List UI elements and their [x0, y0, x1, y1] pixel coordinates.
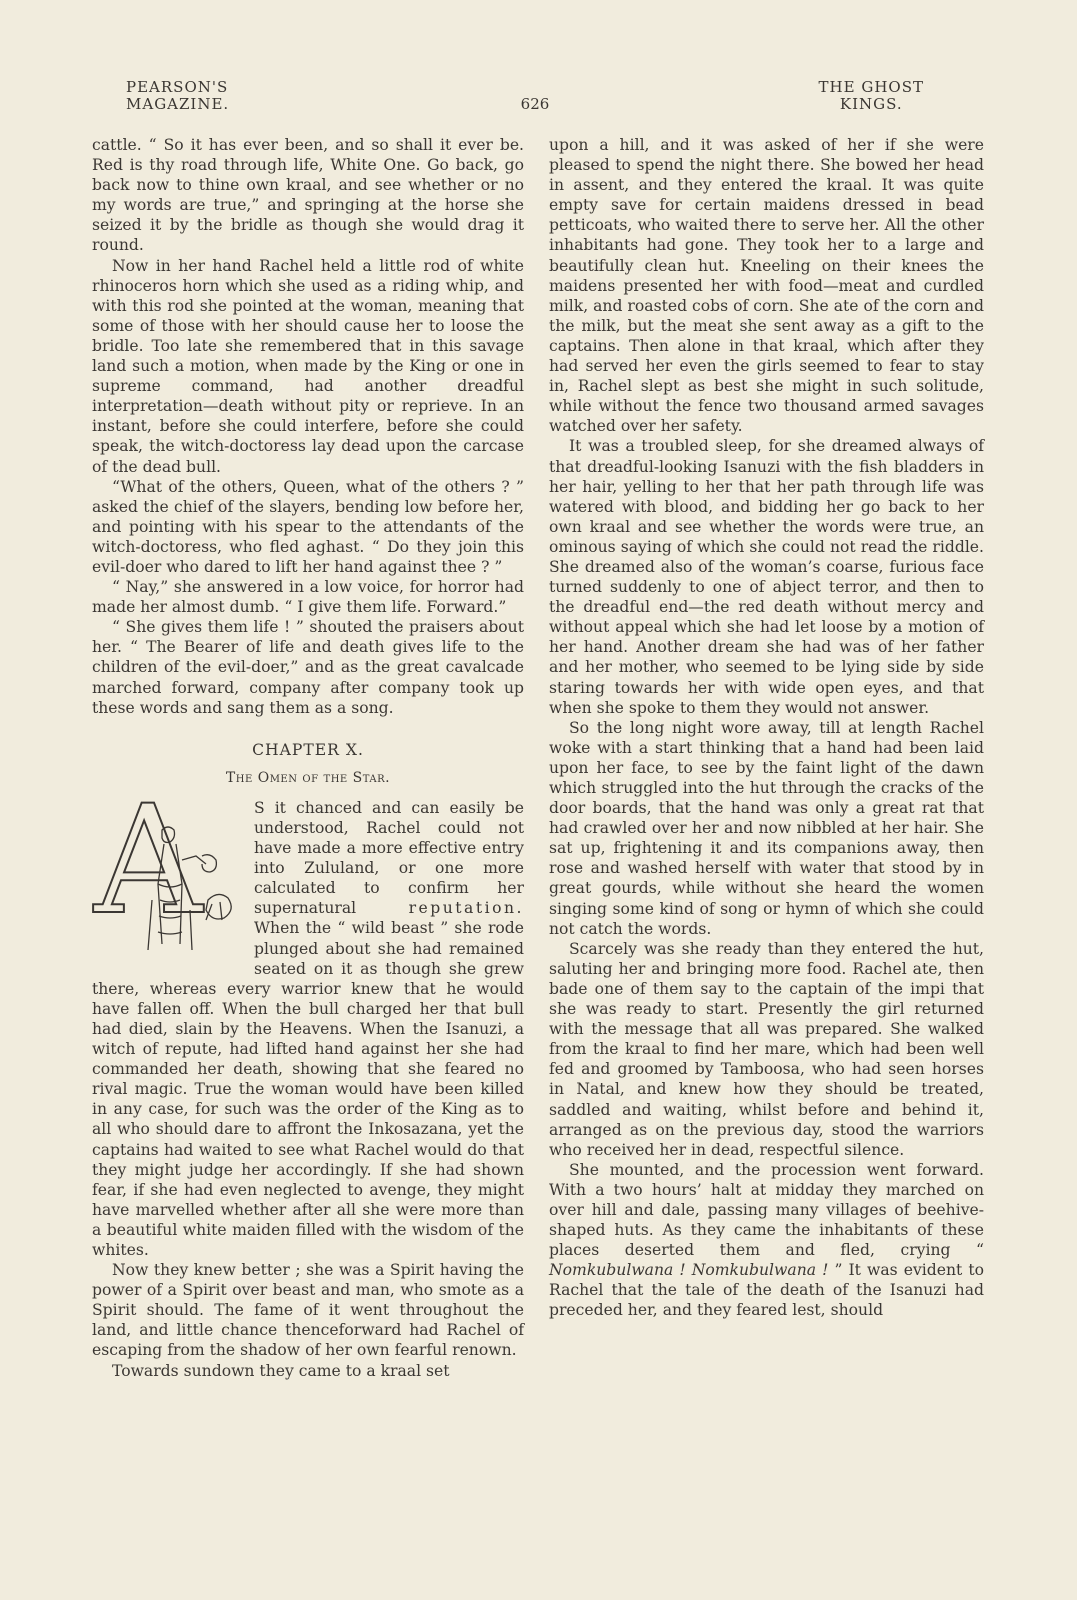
- page-number: 626: [520, 95, 550, 113]
- spaced-word: reputation.: [408, 899, 524, 918]
- paragraph-text-end: ” It was evident to Rachel that the tale of the death of the Isanuzi had preceded her, and they feared lest, should: [549, 1261, 984, 1320]
- story-title-line2: KINGS.: [839, 95, 903, 113]
- paragraph: Now in her hand Rachel held a little rod of white rhinoceros horn which she used as a riding whip, and with this rod she pointed at the woman, meaning that some of those with her should cause her to loose the bridle. Too late she remembered that in this savage land such a motion, when made by the King or one in supreme command, had another dreadful interpretation—death without pity or reprieve. In an instant, before she could interfere, before she could speak, the witch-doctoress lay dead upon the carcase of the dead bull.: [92, 256, 524, 476]
- first-paragraph-text: S it chanced and can easily be understood, Rachel could not have made a more effective entry into Zululand, or one more calculated to confirm her supernatural: [254, 798, 524, 918]
- story-title-line1: THE GHOST: [818, 78, 924, 96]
- paragraph: Now they knew better ; she was a Spirit having the power of a Spirit over beast and man, who smote as a Spirit should. The fame of it went throughout the land, and little chance thenceforward had Rachel of escaping from the shadow of her own fearful renown.: [92, 1261, 524, 1360]
- paragraph: Scarcely was she ready than they entered the hut, saluting her and bringing more food. Rachel ate, then bade one of them say to the captain of the impi that she was ready to start. Presently the girl returned with the message that all was prepared. She walked from the kraal to find her mare, which had been well fed and groomed by Tamboosa, who had seen horses in Natal, and knew how they should be treated, saddled and waiting, whilst before and behind it, arranged as on the previous day, stood the warriors who received her in dead, respectful silence.: [549, 939, 984, 1159]
- paragraph-text: She mounted, and the procession went forward. With a two hours’ halt at midday they marched on over hill and dale, passing many villages of beehive-shaped huts. As they came the inhabitants of these places deserted them and fled, crying “: [549, 1160, 984, 1260]
- magazine-name-line2: MAGAZINE.: [126, 95, 230, 113]
- paragraph: So the long night wore away, till at length Rachel woke with a start thinking that a hand had been laid upon her face, to see by the faint light of the dawn which struggled into the hut through the cracks of the door boards, that the hand was only a great rat that had crawled over her and now nibbled at her hair. She sat up, frightening it and its companions away, then rose and washed herself with water that stood by in great gourds, while without she heard the women singing some kind of song or hymn of which she could not catch the words.: [549, 718, 984, 938]
- chapter-subtitle: The Omen of the Star.: [225, 769, 391, 786]
- running-head-right: [819, 79, 924, 113]
- paragraph: Towards sundown they came to a kraal set: [112, 1361, 450, 1380]
- running-head-left: [126, 79, 229, 113]
- magazine-name-line1: PEARSON'S: [126, 78, 229, 96]
- left-column: [92, 135, 524, 1381]
- illustrated-dropcap: [92, 800, 242, 962]
- first-paragraph-text-rest: When the “ wild beast ” she rode plunged about she had remained seated on it as though she grew there, whereas every warrior knew that he would have fallen off. When the bull charged her that bull had died, slain by the Heavens. When the Isanuzi, a witch of repute, had lifted hand against her she had commanded her death, showing that she feared no rival magic. True the woman would have been killed in any case, for such was the order of the King as to all who should dare to affront the Inkosazana, yet the captains had waited to see what Rachel would do that they might judge her accordingly. If she had shown fear, if she had even neglected to avenge, they might have marvelled whether after all she were more than a beautiful white maiden filled with the wisdom of the whites.: [92, 919, 524, 1259]
- chapter-title: CHAPTER X.: [252, 740, 364, 759]
- paragraph: “ She gives them life ! ” shouted the praisers about her. “ The Bearer of life and death gives life to the children of the evil-doer,” and as the great cavalcade marched forward, company after company took up these words and sang them as a song.: [92, 618, 524, 717]
- dropcap-letter: A: [94, 799, 203, 948]
- dropcap-illustration: [92, 800, 242, 962]
- paragraph: [549, 1160, 984, 1321]
- right-column: [549, 135, 984, 1321]
- paragraph: It was a troubled sleep, for she dreamed always of that dreadful-looking Isanuzi with the fish bladders in her hair, yelling to her that her path through life was watered with blood, and bidding her go back to her own kraal and see whether the words were true, an ominous saying of which she could not read the riddle. She dreamed also of the woman’s coarse, furious face turned suddenly to one of abject terror, and then to the dreadful end—the red death without mercy and without appeal which she had let loose by a motion of her hand. Another dream she had was of her father and her mother, who seemed to be lying side by side staring towards her with wide open eyes, and that when she spoke to them they would not answer.: [549, 437, 984, 717]
- zulu-chant: Nomkubulwana ! Nomkubulwana !: [549, 1261, 829, 1280]
- paragraph: “What of the others, Queen, what of the others ? ” asked the chief of the slayers, bending low before her, and pointing with his spear to the attendants of the witch-doctoress, who fled aghast. “ Do they join this evil-doer who dared to lift her hand against thee ? ”: [92, 477, 524, 576]
- paragraph: upon a hill, and it was asked of her if she were pleased to spend the night there. She bowed her head in assent, and they entered the kraal. It was quite empty save for certain maidens dressed in bead petticoats, who waited there to serve her. All the other inhabitants had gone. They took her to a large and beautifully clean hut. Kneeling on their knees the maidens presented her with food—meat and curdled milk, and roasted cobs of corn. She ate of the corn and the milk, but the meat she sent away as a gift to the captains. Then alone in that kraal, which after they had served her even the girls seemed to fear to stay in, Rachel slept as best she might in such solitude, while without the fence two thousand armed savages watched over her safety.: [549, 136, 984, 436]
- paragraph: “ Nay,” she answered in a low voice, for horror had made her almost dumb. “ I give them life. Forward.”: [92, 578, 524, 617]
- chapter-opening: [92, 798, 524, 1260]
- paragraph: cattle. “ So it has ever been, and so shall it ever be. Red is thy road through life, White One. Go back, go back now to thine own kraal, and see whether or no my words are true,” and springing at the horse she seized it by the bridle as though she would drag it round.: [92, 136, 524, 255]
